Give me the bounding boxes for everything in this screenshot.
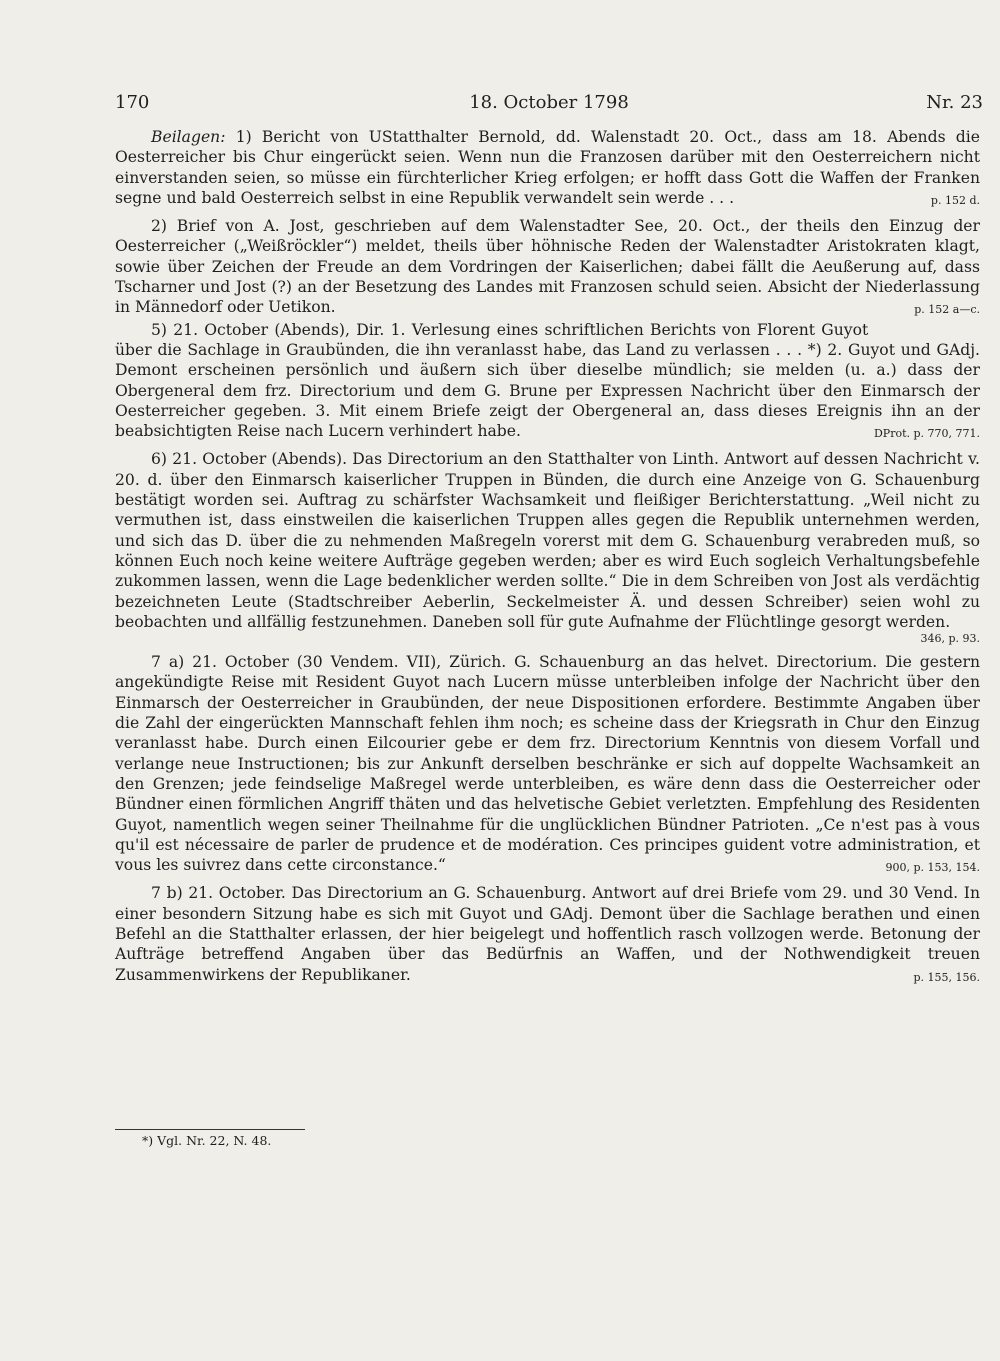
paragraph-entry-6 — [115, 449, 980, 632]
source-reference: 346, p. 93. — [920, 632, 980, 646]
paragraph-text: 5) 21. October (Abends), Dir. 1. Verlesung eines schriftlichen Berichts von Florent Guyot über die Sachlage in Graubünden, die ihn veranlasst habe, das Land zu verlassen . . . *) 2. Guyot und GAdj. Demont erscheinen persönlich und äußern sich über dieselbe mündlich; sie melden (u. a.) dass der Obergeneral dem frz. Directorium und dem G. Brune per Expressen Nachricht über den Einmarsch der Oesterreicher gegeben. 3. Mit einem Briefe zeigt der Obergeneral an, dass dieses Ereignis ihn an der beabsichtigten Reise nach Lucern verhindert habe. — [115, 320, 980, 441]
page-number: 170 — [115, 92, 150, 113]
paragraph-text: 2) Brief von A. Jost, geschrieben auf dem Walenstadter See, 20. Oct., der theils den Einzug der Oesterreicher („Weißröckler“) meldet, theils über höhnische Reden der Walenstadter Aristokraten klagt, sowie über Zeichen der Freude an dem Vordringen der Kaiserlichen; dabei fällt die Aeußerung auf, dass Tscharner und Jost (?) an der Besetzung des Landes mit Franzosen schuld seien. Absicht der Niederlassung in Männedorf oder Uetikon. — [115, 217, 980, 317]
footnote-divider — [115, 1129, 305, 1130]
paragraph-lead: Beilagen: — [151, 128, 226, 146]
running-header — [115, 92, 983, 122]
footnote: *) Vgl. Nr. 22, N. 48. — [142, 1133, 272, 1148]
paragraph-text: 1) Bericht von UStatthalter Bernold, dd. Walenstadt 20. Oct., dass am 18. Abends die Oesterreicher bis Chur eingerückt seien. Wenn nun die Franzosen darüber mit den Oesterreichern nicht einverstanden seien, so müsse ein fürchterlicher Krieg erfolgen; er hofft dass Gott die Waffen der Franken segne und bald Oesterreich selbst in eine Republik verwandelt sein werde . . . — [115, 128, 980, 207]
paragraph-beilagen-1 — [115, 127, 980, 208]
header-date: 18. October 1798 — [469, 92, 629, 113]
body-text — [115, 127, 980, 993]
source-reference: p. 155, 156. — [913, 970, 980, 984]
source-reference: 900, p. 153, 154. — [885, 861, 980, 875]
document-number: Nr. 23 — [926, 92, 983, 113]
source-reference: p. 152 d. — [930, 193, 980, 207]
paragraph-text: 6) 21. October (Abends). Das Directorium an den Statthalter von Linth. Antwort auf dessen Nachricht v. 20. d. über den Einmarsch kaiserlicher Truppen in Bünden, die durch eine Anzeige von G. Schauenburg bestätigt worden sei. Auftrag zu schärfster Wachsamkeit und fleißiger Berichterstattung. „Weil nicht zu vermuthen ist, dass einstweilen die kaiserlichen Truppen alles gegen die Republik unternehmen werden, und sich das D. über die zu nehmenden Maßregeln vorerst mit dem G. Schauenburg verabreden muß, so können Euch noch keine weitere Aufträge gegeben werden; aber es wird Euch sogleich Verhaltungsbefehle zukommen lassen, wenn die Lage bedenklicher werden sollte.“ Die in dem Schreiben von Jost als verdächtig bezeichneten Leute (Stadtschreiber Aeberlin, Seckelmeister Ä. und dessen Schreiber) seien wohl zu beobachten und allfällig festzunehmen. Daneben soll für gute Aufnahme der Flüchtlinge gesorgt werden. — [115, 450, 980, 631]
paragraph-entry-5 — [115, 320, 980, 442]
paragraph-beilagen-2 — [115, 216, 980, 317]
paragraph-entry-7b — [115, 883, 980, 984]
source-reference: DProt. p. 770, 771. — [873, 427, 980, 441]
source-reference: p. 152 a—c. — [914, 303, 980, 317]
paragraph-text: 7 b) 21. October. Das Directorium an G. Schauenburg. Antwort auf drei Briefe vom 29. und 30 Vend. In einer besondern Sitzung habe es sich mit Guyot und GAdj. Demont über die Sachlage berathen und einen Befehl an die Statthalter erlassen, der hier beigelegt und hoffentlich rasch vollzogen werde. Betonung der Aufträge betreffend Angaben über das Bedürfnis an Waffen, und der Nothwendigkeit treuen Zusammenwirkens der Republikaner. — [115, 884, 980, 984]
paragraph-text: 7 a) 21. October (30 Vendem. VII), Zürich. G. Schauenburg an das helvet. Directorium. Die gestern angekündigte Reise mit Resident Guyot nach Lucern müsse unterbleiben infolge der Nachricht über den Einmarsch der Oesterreicher in Graubünden, der neue Dispositionen erfordere. Bestimmte Angaben über die Zahl der eingerückten Mannschaft fehlen ihm noch; es scheine dass der Kriegsrath in Chur den Einzug veranlasst habe. Durch einen Eilcourier gebe er dem frz. Directorium Kenntnis von diesem Vorfall und verlange neue Instructionen; bis zur Ankunft derselben beschränke er sich auf doppelte Wachsamkeit an den Grenzen; jede feindselige Maßregel werde unterbleiben, es wäre denn dass die Oesterreicher oder Bündner einen förmlichen Angriff thäten und das helvetische Gebiet verletzten. Empfehlung des Residenten Guyot, namentlich wegen seiner Theilnahme für die unglücklichen Bündner Patrioten. „Ce n'est pas à vous qu'il est nécessaire de parler de prudence et de modération. Ces principes guident votre administration, et vous les suivrez dans cette circonstance.“ — [115, 653, 980, 875]
paragraph-entry-7a — [115, 652, 980, 875]
